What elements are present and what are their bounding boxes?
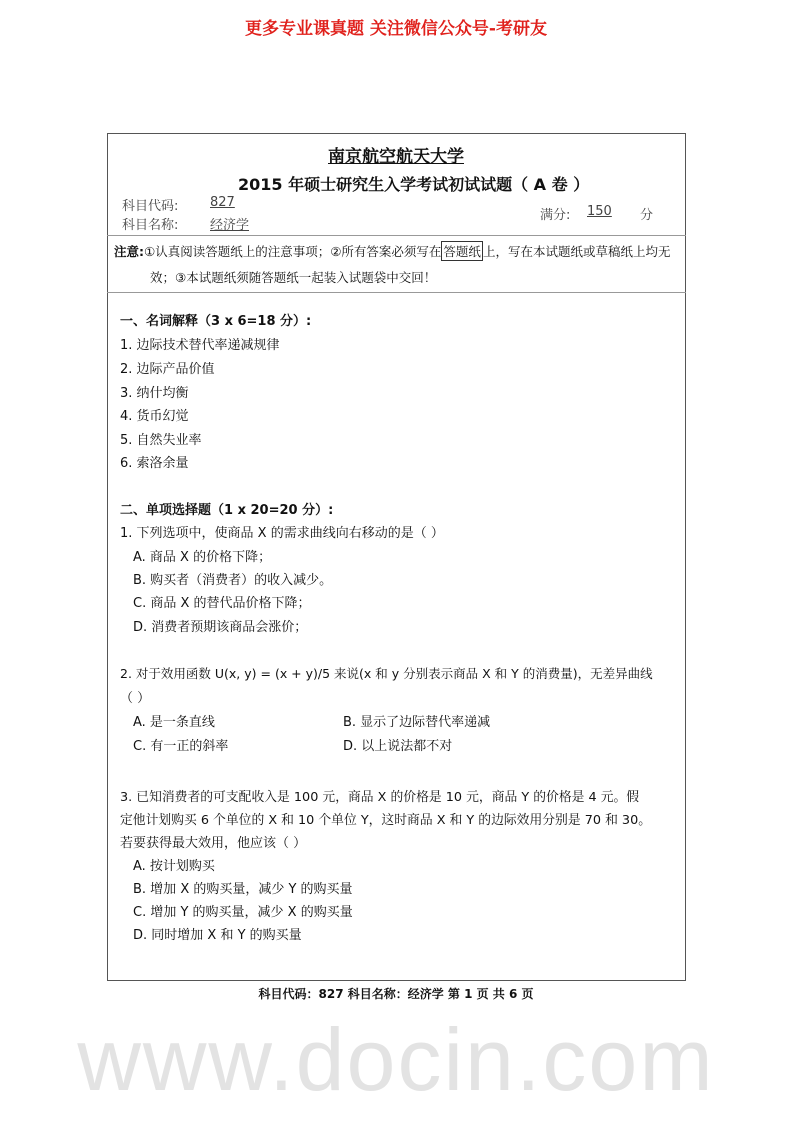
term-item: 2. 边际产品价值 <box>120 362 215 377</box>
subject-code: 827 <box>210 195 235 210</box>
full-score: 150 <box>587 204 612 219</box>
question-stem: （ ） <box>120 691 151 706</box>
watermark: www.docin.com <box>77 1010 715 1109</box>
term-item: 3. 纳什均衡 <box>120 386 189 401</box>
section2-heading: 二、单项选择题（1 x 20=20 分）: <box>120 503 334 518</box>
option: D. 消费者预期该商品会涨价； <box>133 620 308 635</box>
code-label: 科目代码: <box>122 199 179 214</box>
option: C. 商品 X 的替代品价格下降； <box>133 596 311 611</box>
option: A. 按计划购买 <box>133 859 215 874</box>
score-label: 满分: <box>540 208 571 223</box>
term-item: 4. 货币幻觉 <box>120 409 189 424</box>
option: B. 购买者（消费者）的收入减少。 <box>133 573 333 588</box>
notice-line-2: 效；③本试题纸须随答题纸一起装入试题袋中交回！ <box>150 270 437 285</box>
page-footer: 科目代码：827 科目名称：经济学 第 1 页 共 6 页 <box>258 987 534 1001</box>
divider <box>107 235 686 236</box>
option: D. 同时增加 X 和 Y 的购买量 <box>133 928 302 943</box>
term-item: 5. 自然失业率 <box>120 433 202 448</box>
notice-text: 上，写在本试题纸或草稿纸上均无 <box>482 244 671 259</box>
option: B. 增加 X 的购买量，减少 Y 的购买量 <box>133 882 353 897</box>
question-stem: 3. 已知消费者的可支配收入是 100 元，商品 X 的价格是 10 元，商品 Y 的价格是 4 元。假 <box>120 790 640 805</box>
option: B. 显示了边际替代率递减 <box>343 715 491 730</box>
term-item: 6. 索洛余量 <box>120 456 189 471</box>
question-stem: 1. 下列选项中，使商品 X 的需求曲线向右移动的是（ ） <box>120 526 444 541</box>
term-item: 1. 边际技术替代率递减规律 <box>120 338 280 353</box>
notice-label: 注意: <box>114 244 144 259</box>
question-stem: 若要获得最大效用，他应该（ ） <box>120 836 307 851</box>
option: A. 商品 X 的价格下降； <box>133 550 272 565</box>
university-name: 南京航空航天大学 <box>328 147 464 167</box>
option: C. 增加 Y 的购买量，减少 X 的购买量 <box>133 905 353 920</box>
option: C. 有一正的斜率 <box>133 739 229 754</box>
notice-line-1 <box>114 241 670 261</box>
divider <box>107 292 686 293</box>
score-unit: 分 <box>640 208 654 223</box>
option: A. 是一条直线 <box>133 715 215 730</box>
promo-banner: 更多专业课真题 关注微信公众号-考研友 <box>245 19 547 39</box>
exam-title: 2015 年硕士研究生入学考试初试试题（ A 卷 ） <box>238 175 590 194</box>
notice-text: ①认真阅读答题纸上的注意事项；②所有答案必须写在 <box>144 244 442 259</box>
subject-name: 经济学 <box>210 218 250 233</box>
question-stem: 定他计划购买 6 个单位的 X 和 10 个单位 Y，这时商品 X 和 Y 的边际效用分别是 70 和 30。 <box>120 813 652 828</box>
question-stem: 2. 对于效用函数 U(x, y) = (x + y)/5 来说(x 和 y 分别表示商品 X 和 Y 的消费量)，无差异曲线 <box>120 666 653 681</box>
option: D. 以上说法都不对 <box>343 739 453 754</box>
section1-heading: 一、名词解释（3 x 6=18 分）: <box>120 314 312 329</box>
boxed-answer-sheet: 答题纸 <box>441 241 483 261</box>
name-label: 科目名称: <box>122 218 179 233</box>
